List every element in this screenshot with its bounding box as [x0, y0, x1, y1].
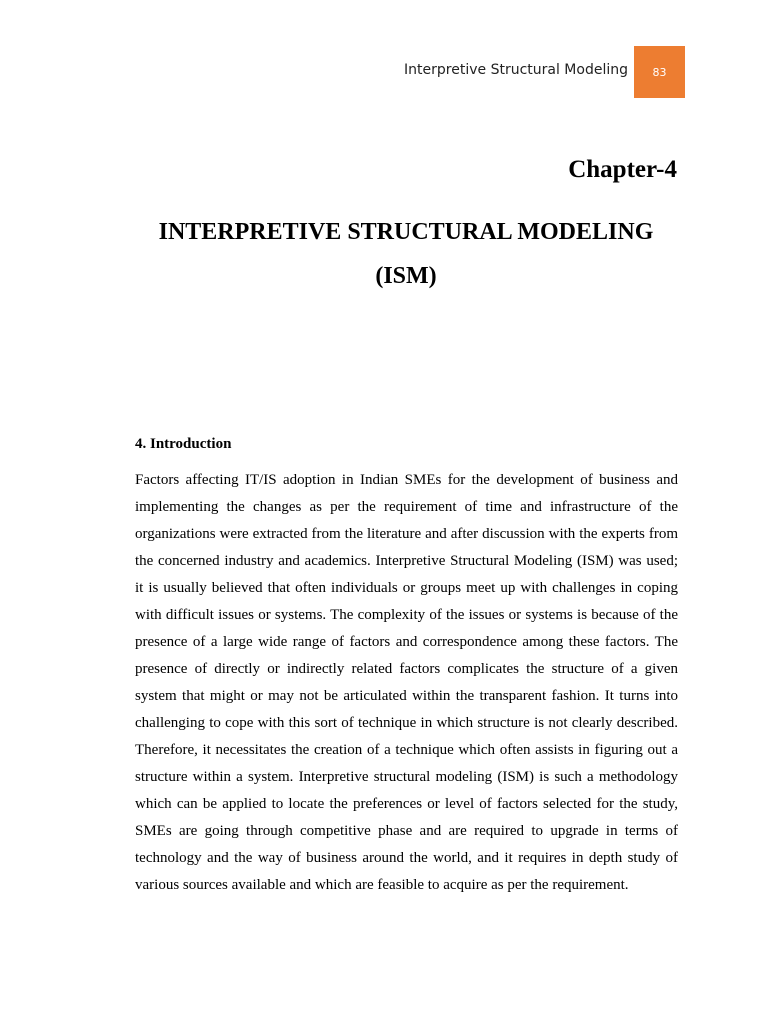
page-number-badge [634, 46, 685, 98]
chapter-label: Chapter-4 [568, 156, 677, 183]
chapter-title-line-1: INTERPRETIVE STRUCTURAL MODELING [158, 219, 654, 245]
introduction-paragraph: Factors affecting IT/IS adoption in Indian SMEs for the development of business and implementing the changes as per the requirement of time and infrastructure of the organizations were extracted from the literature and after discussion with the experts from the concerned industry and academics. Interpretive Structural Modeling (ISM) was used; it is usually believed that often individuals or groups meet up with challenges in coping with difficult issues or systems. The complexity of the issues or systems is because of the presence of a large wide range of factors and correspondence among these factors. The presence of directly or indirectly related factors complicates the structure of a given system that might or may not be articulated within the transparent fashion. It turns into challenging to cope with this sort of technique in which structure is not clearly described. Therefore, it necessitates the creation of a technique which often assists in figuring out a structure within a system. Interpretive structural modeling (ISM) is such a methodology which can be applied to locate the preferences or level of factors selected for the study, SMEs are going through competitive phase and are required to upgrade in terms of technology and the way of business around the world, and it requires in depth study of various sources available and which are feasible to acquire as per the requirement. [135, 472, 678, 893]
chapter-title [100, 210, 712, 298]
chapter-title-line-2: (ISM) [375, 263, 437, 289]
section-heading: 4. Introduction [135, 436, 232, 452]
running-header [0, 46, 768, 98]
page-number: 83 [652, 65, 667, 79]
running-title: Interpretive Structural Modeling [404, 62, 628, 78]
